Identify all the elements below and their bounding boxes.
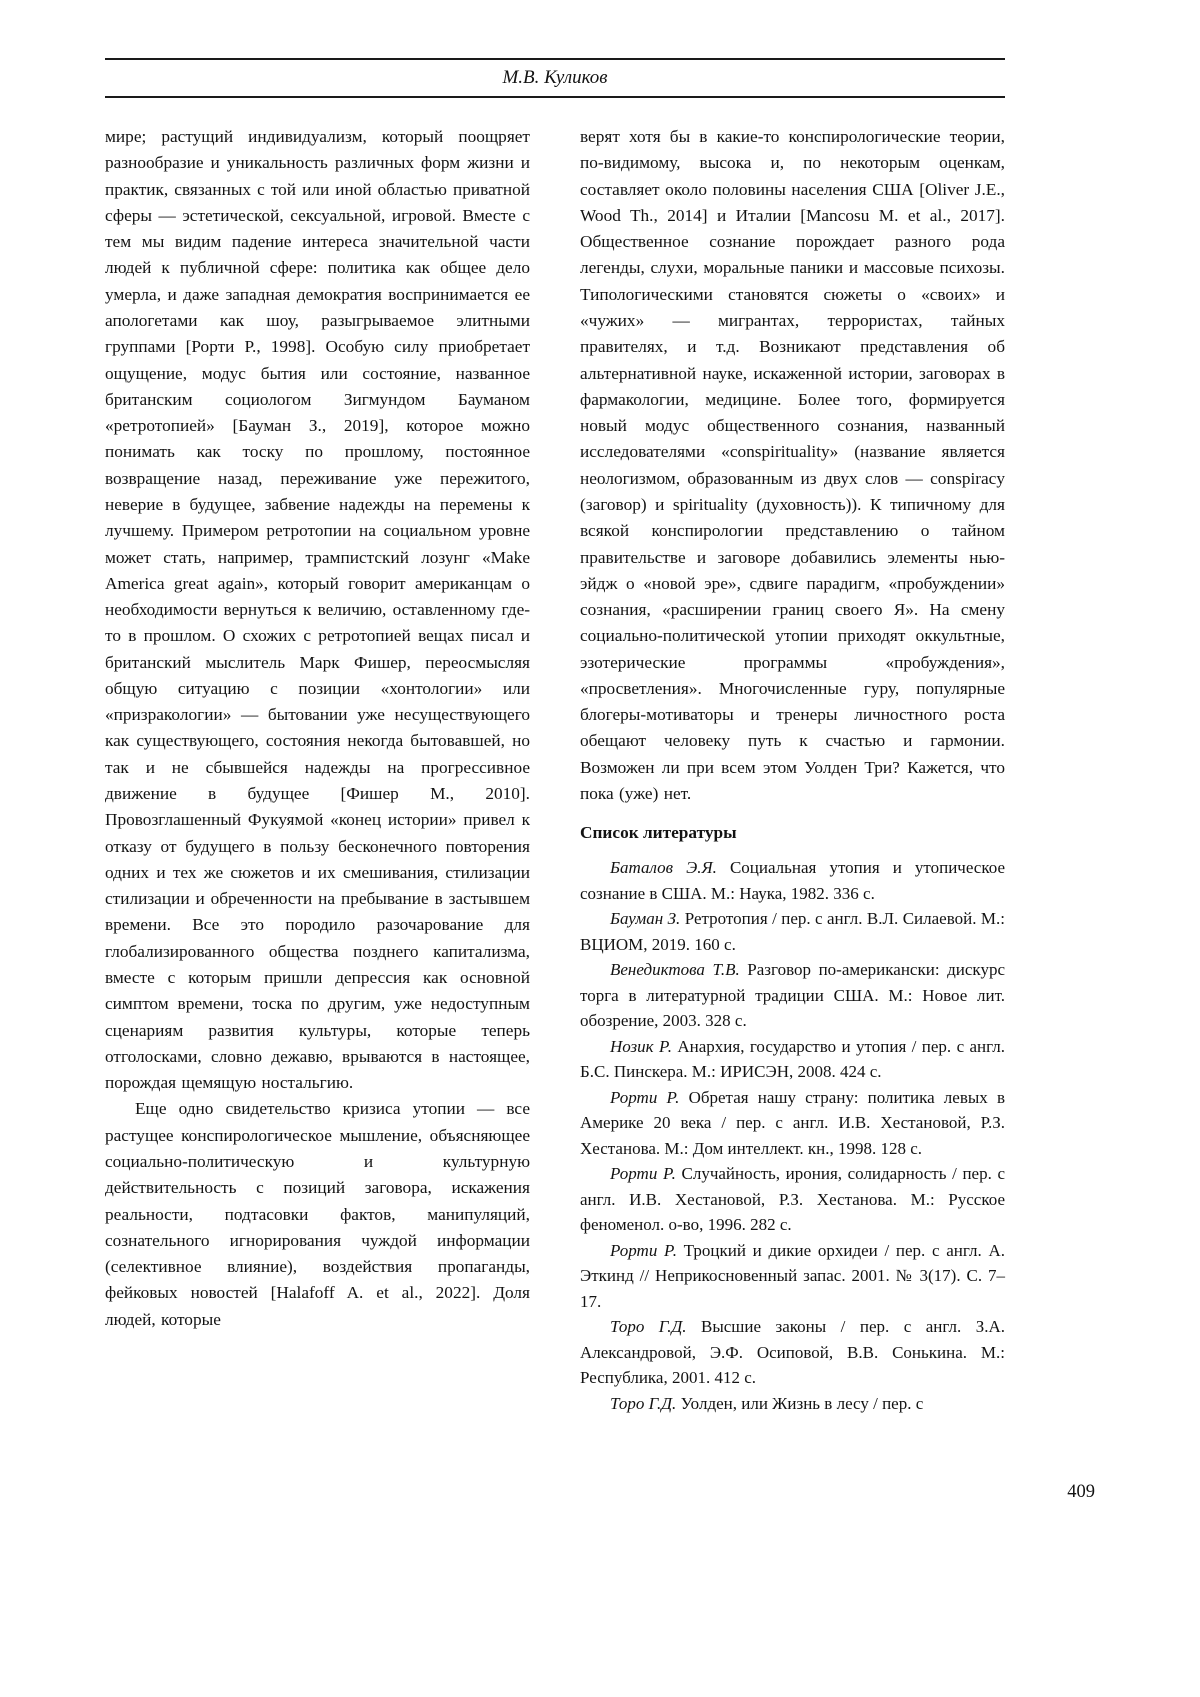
- page-number: 409: [1067, 1482, 1095, 1502]
- page-content: [105, 58, 1005, 1416]
- reference-author: Торо Г.Д.: [610, 1393, 677, 1413]
- right-column: [580, 124, 1005, 1416]
- reference-text: Ретротопия / пер. с англ. В.Л. Силаевой. М.: ВЦИОМ, 2019. 160 с.: [580, 909, 1005, 954]
- body-paragraph: мире; растущий индивидуализм, который поощряет разнообразие и уникальность различных форм жизни и практик, связанных с той или иной областью приватной сферы — эстетической, сексуальной, игровой. Вместе с тем мы видим падение интереса значительной части людей к публичной сфере: политика как общее дело умерла, и даже западная демократия воспринимается ее апологетами как шоу, разыгрываемое элитными группами [Рорти Р., 1998]. Особую силу приобретает ощущение, модус бытия или состояние, названное британским социологом Зигмундом Бауманом «ретротопией» [Бауман З., 2019], которое можно понимать как тоску по прошлому, постоянное возвращение назад, переживание уже пережитого, неверие в будущее, забвение надежды на перемены к лучшему. Примером ретротопии на социальном уровне может стать, например, трампистский лозунг «Make America great again», который говорит американцам о необходимости вернуться к величию, оставленному где-то в прошлом. О схожих с ретротопией вещах писал и британский мыслитель Марк Фишер, переосмысляя общую ситуацию с позиции «хонтологии» или «призракологии» — бытовании уже несуществующего как существующего, состояния некогда бытовавшей, но так и не сбывшейся надежды на прогрессивное движение в будущее [Фишер М., 2010]. Провозглашенный Фукуямой «конец истории» привел к отказу от будущего в пользу бесконечного повторения одних и тех же сюжетов и их смешивания, стилизации стилизации и обреченности на пребывание в застывшем времени. Все это породило разочарование для глобализированного общества позднего капитализма, вместе с которым пришли депрессия как основной симптом времени, тоска по другим, уже недоступным сценариям развития культуры, которые теперь отголосками, словно дежавю, врываются в настоящее, порождая щемящую ностальгию.: [105, 127, 530, 1093]
- body-paragraph: Еще одно свидетельство кризиса утопии — все растущее конспирологическое мышление, объясняющее социально-политическую и культурную действительность с позиций заговора, искажения реальности, подтасовки фактов, манипуляций, сознательного игнорирования чуждой информации (селективное влияние), воздействия пропаганды, фейковых новостей [Halafoff A. et al., 2022]. Доля людей, которые: [105, 1099, 530, 1329]
- reference-entry: [580, 1391, 1005, 1417]
- reference-text: Уолден, или Жизнь в лесу / пер. с: [676, 1393, 924, 1413]
- two-column-body: [105, 124, 1005, 1416]
- reference-text: Социальная утопия и утопическое сознание в США. М.: Наука, 1982. 336 с.: [580, 858, 1005, 903]
- reference-text: Случайность, ирония, солидарность / пер. с англ. И.В. Хестановой, Р.З. Хестанова. М.: Русское феноменол. о-во, 1996. 282 с.: [580, 1164, 1005, 1235]
- references-list: [580, 855, 1005, 1416]
- reference-author: Нозик Р.: [610, 1036, 672, 1056]
- body-paragraph: верят хотя бы в какие-то конспирологические теории, по-видимому, высока и, по некоторым оценкам, составляет около половины населения США [Oliver J.E., Wood Th., 2014] и Италии [Mancosu M. et al., 2017]. Общественное сознание порождает разного рода легенды, слухи, моральные паники и массовые психозы. Типологическими становятся сюжеты о «своих» и «чужих» — мигрантах, террористах, тайных правителях, и т.д. Возникают представления об альтернативной науке, искаженной истории, заговорах в фармакологии, медицине. Более того, формируется новый модус общественного сознания, названный исследователями «conspirituality» (название является неологизмом, образованным из двух слов — conspiracy (заговор) и spirituality (духовность)). К типичному для всякой конспирологии представлению о тайном правительстве и заговоре добавились элементы нью-эйдж о «новой эре», сдвиге парадигм, «пробуждении» сознания, «расширении границ своего Я». На смену социально-политической утопии приходят оккультные, эзотерические программы «пробуждения», «просветления». Многочисленные гуру, популярные блогеры-мотиваторы и тренеры личностного роста обещают человеку путь к счастью и гармонии. Возможен ли при всем этом Уолден Три? Кажется, что пока (уже) нет.: [580, 127, 1005, 804]
- reference-author: Венедиктова Т.В.: [610, 960, 740, 980]
- reference-author: Рорти Р.: [610, 1087, 680, 1107]
- left-column: [105, 124, 530, 1416]
- reference-entry: [580, 1161, 1005, 1238]
- reference-entry: [580, 855, 1005, 906]
- reference-author: Бауман З.: [610, 909, 681, 929]
- reference-entry: [580, 957, 1005, 1034]
- reference-text: Анархия, государство и утопия / пер. с англ. Б.С. Пинскера. М.: ИРИСЭН, 2008. 424 с.: [580, 1036, 1005, 1082]
- reference-author: Баталов Э.Я.: [610, 858, 717, 878]
- reference-author: Рорти Р.: [610, 1240, 677, 1260]
- reference-text: Высшие законы / пер. с англ. З.А. Александровой, Э.Ф. Осиповой, В.В. Сонькина. М.: Республика, 2001. 412 с.: [580, 1317, 1005, 1388]
- reference-text: Троцкий и дикие орхидеи / пер. с англ. А. Эткинд // Неприкосновенный запас. 2001. № 3(17). С. 7–17.: [580, 1240, 1005, 1311]
- reference-entry: [580, 1034, 1005, 1085]
- reference-entry: [580, 1085, 1005, 1162]
- reference-entry: [580, 906, 1005, 957]
- reference-entry: [580, 1238, 1005, 1315]
- references-heading: Список литературы: [580, 823, 737, 843]
- running-head: М.В. Куликов: [105, 58, 1005, 98]
- reference-author: Рорти Р.: [610, 1164, 676, 1184]
- reference-text: Обретая нашу страну: политика левых в Америке 20 века / пер. с англ. И.В. Хестановой, Р.З. Хестанова. М.: Дом интеллект. кн., 1998. 128 с.: [580, 1087, 1005, 1158]
- reference-author: Торо Г.Д.: [610, 1317, 687, 1337]
- reference-text: Разговор по-американски: дискурс торга в литературной традиции США. М.: Новое лит. обозрение, 2003. 328 с.: [580, 960, 1005, 1031]
- reference-entry: [580, 1314, 1005, 1391]
